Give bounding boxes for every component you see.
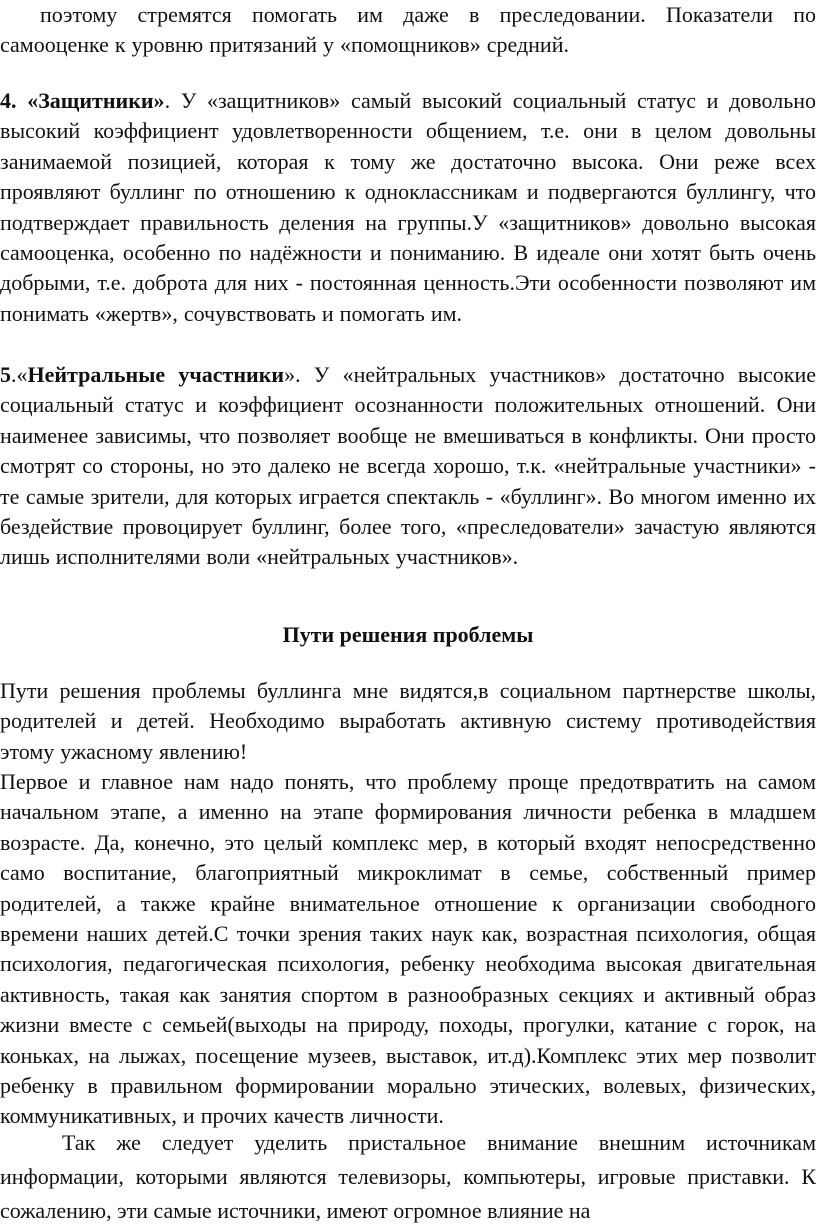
paragraph-prevention: Первое и главное нам надо понять, что проблему проще предотвратить на самом начальном этапе, а именно на этапе формирования личности ребенка в младшем возрасте. Да, конечно, это целый комплекс мер, в который входят непосредственно само воспитание, благоприятный микроклимат в семье, собственный пример родителей, а также крайне внимательное отношение к организации свободного времени наших детей.С точки зрения таких наук как, возрастная психология, общая психология, педагогическая психология, ребенку необходима высокая двигательная активность, такая как занятия спортом в разнообразных секциях и активный образ жизни вместе с семьей(выходы на природу, походы, прогулки, катание с горок, на коньках, на лыжах, посещение музеев, выставок, ит.д).Комплекс этих мер позволит ребенку в правильном формировании морально этических, волевых, физических, коммуникативных, и прочих качеств личности. [0, 769, 816, 1129]
defenders-term: «Защитники» [27, 88, 165, 113]
paragraph-neutral-participants [0, 360, 816, 573]
paragraph-helpers-summary: поэтому стремятся помогать им даже в преследовании. Показатели по самооценке к уровню притязаний у «помощников» средний. [0, 2, 816, 58]
defenders-text: . У «защитников» самый высокий социальный статус и довольно высокий коэффициент удовлетворенности общением, т.е. они в целом довольны занимаемой позицией, которая к тому же достаточно высока. Они реже всех проявляют буллинг по отношению к одноклассникам и подвергаются буллингу, что подтверждает правильность деления на группы.У «защитников» довольно высокая самооценка, особенно по надёжности и пониманию. В идеале они хотят быть очень добрыми, т.е. доброта для них - постоянная ценность.Эти особенности позволяют им понимать «жертв», сочувствовать и помогать им. [0, 88, 816, 326]
paragraph-information-sources: Так же следует уделить пристальное внимание внешним источникам информации, которыми являются телевизоры, компьютеры, игровые приставки. К сожалению, эти самые источники, имеют огромное влияние на [0, 1130, 816, 1223]
paragraph-solutions-intro: Пути решения проблемы буллинга мне видятся,в социальном партнерстве школы, родителей и детей. Необходимо выработать активную систему противодействия этому ужасному явлению! [0, 678, 816, 764]
neutral-number: 5 [0, 362, 11, 387]
neutral-term: Нейтральные участники [27, 362, 285, 387]
section-heading: Пути решения проблемы [282, 622, 534, 647]
paragraph-defenders [0, 86, 816, 329]
neutral-dot: .« [11, 362, 28, 387]
defenders-number: 4. [0, 88, 28, 113]
neutral-text: ». У «нейтральных участников» достаточно высокие социальный статус и коэффициент осознанности положительных отношений. Они наименее зависимы, что позволяет вообще не вмешиваться в конфликты. Они просто смотрят со стороны, но это далеко не всегда хорошо, т.к. «нейтральные участники» - те самые зрители, для которых играется спектакль - «буллинг». Во многом именно их бездействие провоцирует буллинг, более того, «преследователи» зачастую являются лишь исполнителями воли «нейтральных участников». [0, 362, 816, 570]
